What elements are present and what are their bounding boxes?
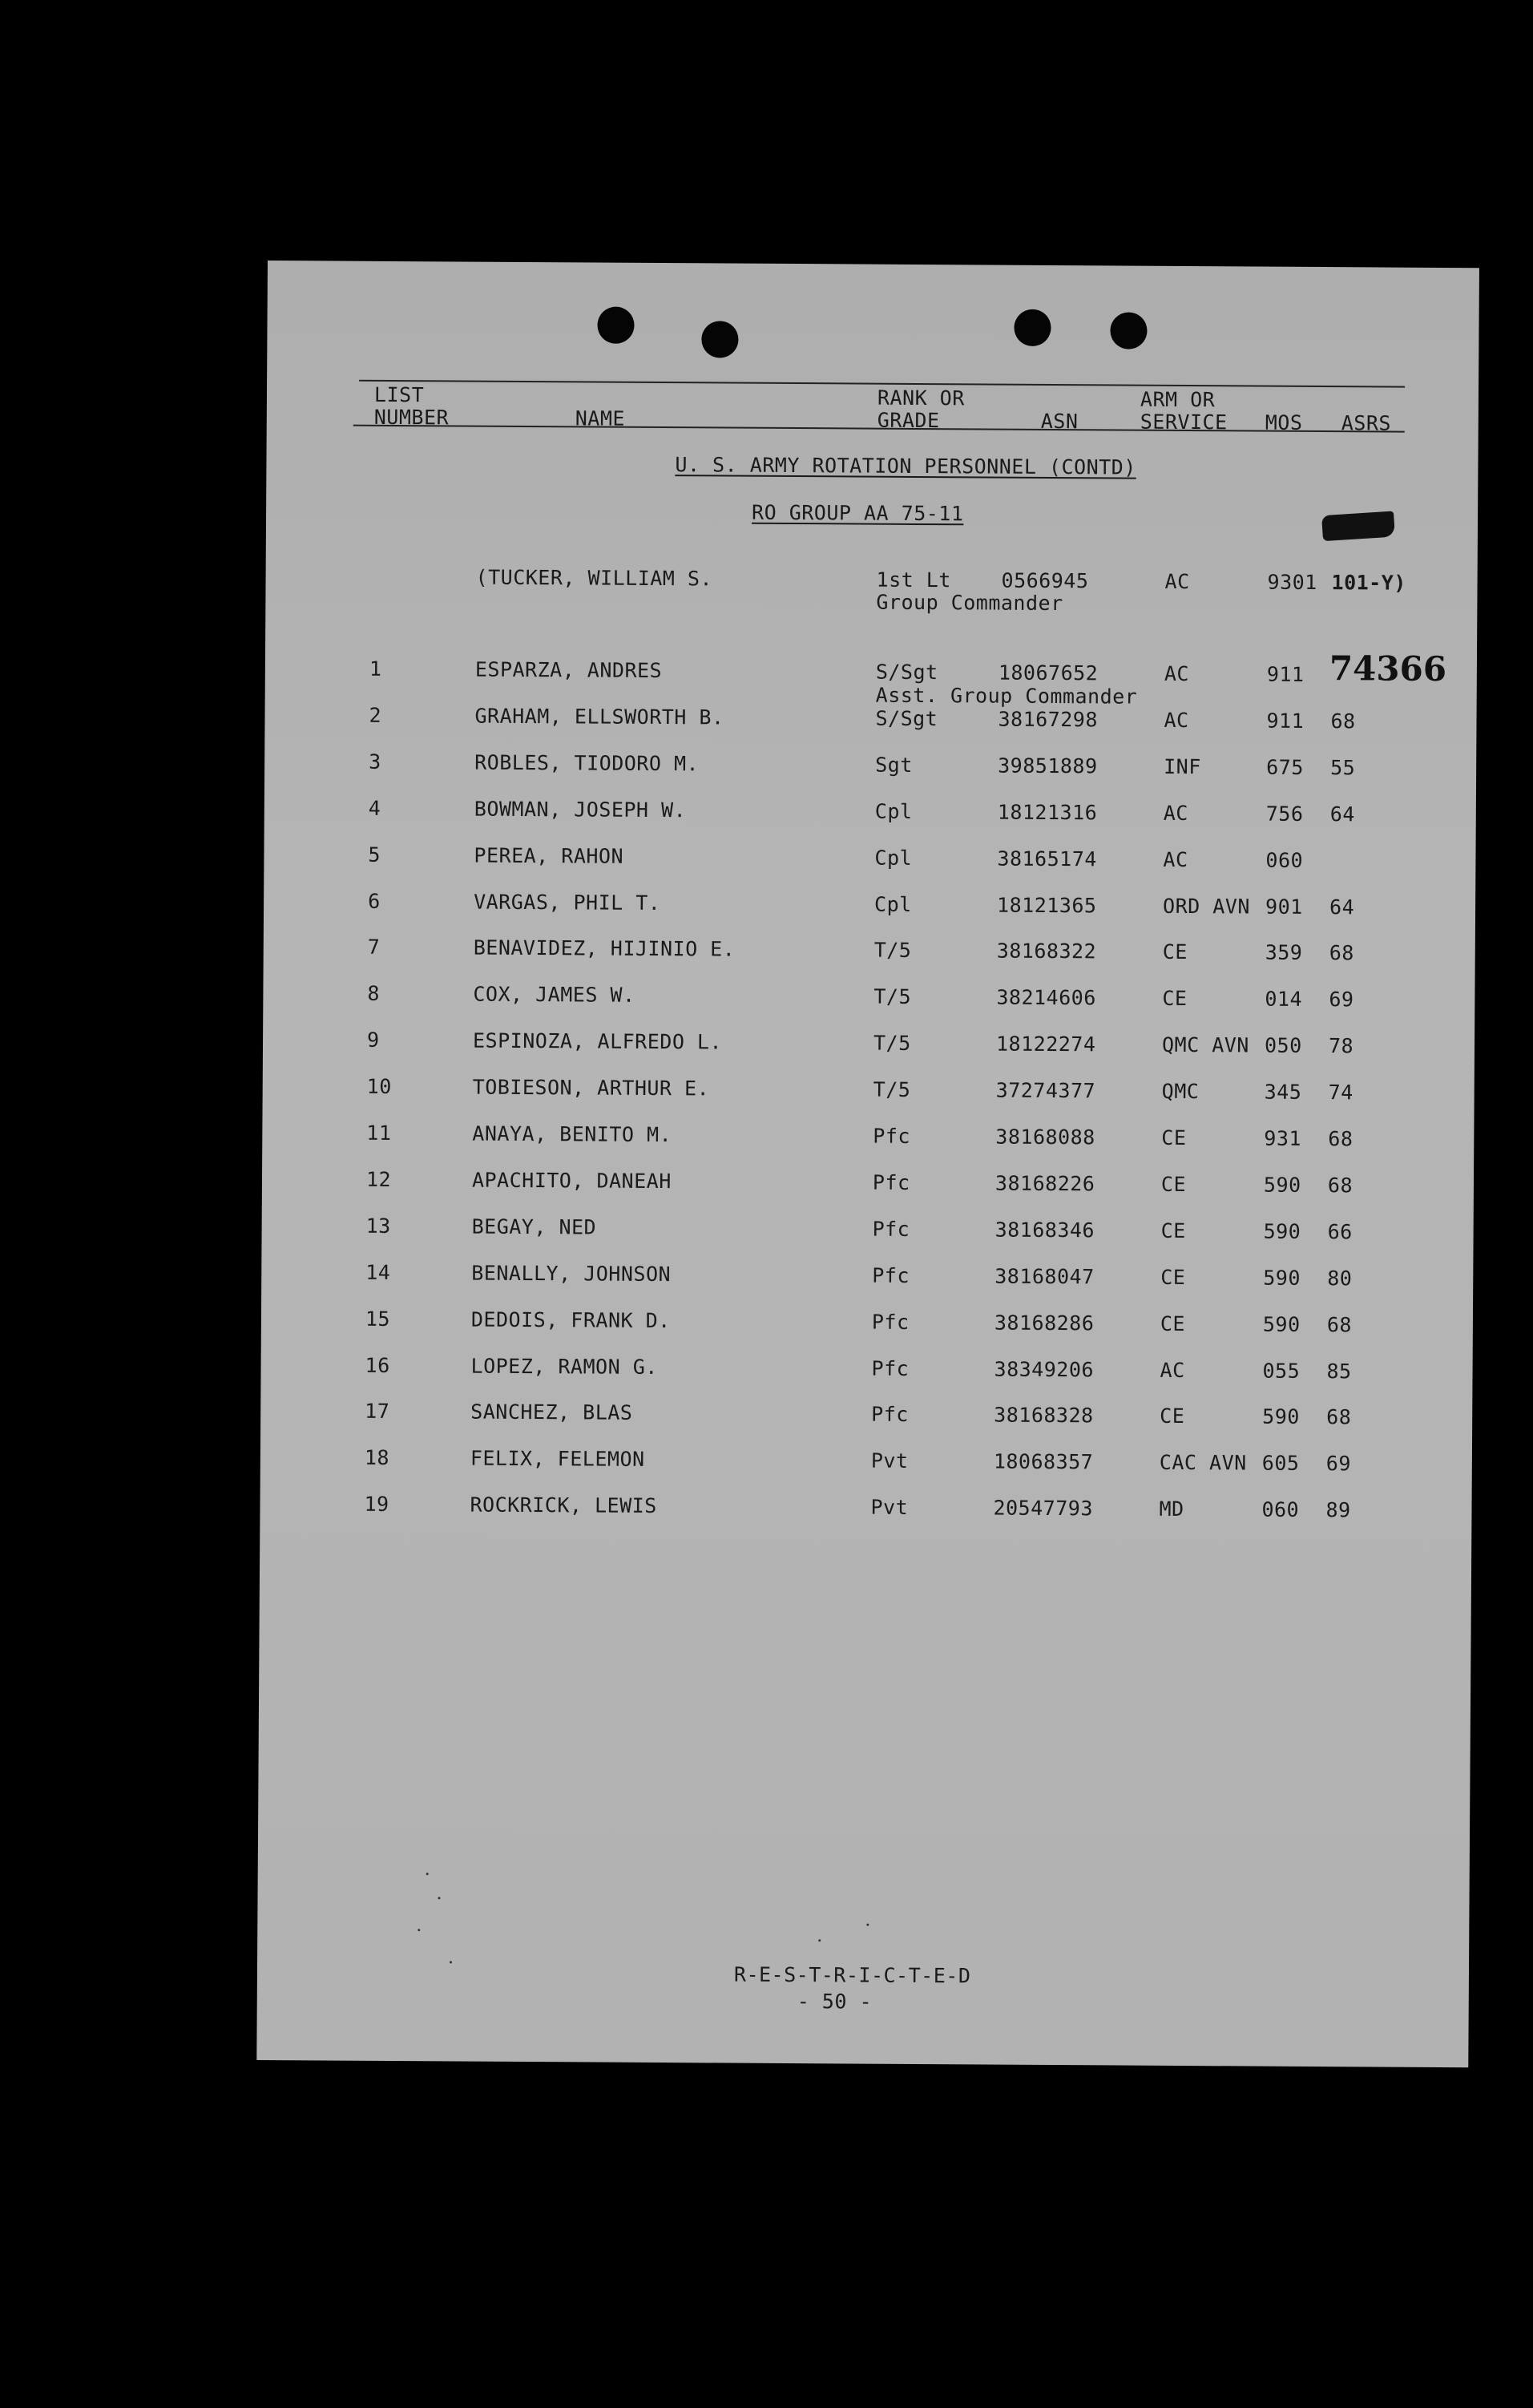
cell-rank: S/Sgt <box>875 660 938 685</box>
cell-mos: 911 <box>1266 662 1305 686</box>
cell-service: AC <box>1160 1358 1185 1383</box>
cell-asrs: 74 <box>1328 1081 1353 1105</box>
cell-num: 2 <box>369 703 382 727</box>
group-subtitle: RO GROUP AA 75-11 <box>752 500 964 526</box>
cell-mos: 911 <box>1266 709 1305 733</box>
cell-num: 15 <box>365 1307 391 1331</box>
cell-asn: 38168322 <box>996 939 1097 964</box>
cell-service: AC <box>1164 708 1189 733</box>
cell-asrs: 78 <box>1328 1034 1354 1058</box>
cell-rank: Pfc <box>871 1402 909 1426</box>
cell-mos: 060 <box>1265 848 1304 872</box>
cell-asrs: 68 <box>1328 1127 1353 1151</box>
cell-asn: 39851889 <box>998 754 1098 778</box>
cell-mos: 055 <box>1262 1359 1301 1383</box>
cell-num: 4 <box>368 796 381 820</box>
cell-asn: 18121316 <box>997 800 1098 825</box>
cell-service: AC <box>1164 661 1190 686</box>
cell-asn: 38168047 <box>994 1264 1095 1289</box>
cell-service: MD <box>1159 1497 1184 1521</box>
cell-num: 12 <box>365 1167 392 1191</box>
cell-mos: 050 <box>1264 1033 1302 1057</box>
cell-asn: 38214606 <box>996 985 1096 1010</box>
cell-rank: Sgt <box>875 753 913 777</box>
cell-service: CE <box>1160 1218 1186 1243</box>
header-arm-1: ARM OR <box>1140 387 1216 412</box>
cell-mos: 014 <box>1265 987 1303 1011</box>
cell-service: CE <box>1162 939 1188 964</box>
commander-name: (TUCKER, WILLIAM S. <box>475 565 713 591</box>
cell-service: CE <box>1160 1172 1187 1197</box>
cell-rank: Pfc <box>871 1310 910 1334</box>
cell-num: 14 <box>365 1260 391 1284</box>
cell-mos: 060 <box>1261 1497 1300 1521</box>
cell-asrs: 68 <box>1326 1313 1353 1337</box>
cell-asrs: 89 <box>1325 1498 1351 1522</box>
restricted-marking: R-E-S-T-R-I-C-T-E-D <box>733 1962 971 1988</box>
cell-service: CE <box>1160 1265 1186 1290</box>
paper-speck <box>866 1924 869 1926</box>
paper-speck <box>438 1897 441 1899</box>
cell-asrs: 55 <box>1330 756 1356 780</box>
header-list-number-1: LIST <box>373 382 425 407</box>
cell-service: AC <box>1163 847 1188 872</box>
cell-name: FELIX, FELEMON <box>470 1446 645 1471</box>
cell-mos: 590 <box>1262 1404 1300 1428</box>
cell-asn: 38168346 <box>994 1218 1095 1242</box>
cell-asrs: 85 <box>1326 1360 1352 1384</box>
cell-num: 17 <box>365 1399 390 1423</box>
cell-name: DEDOIS, FRANK D. <box>470 1307 671 1333</box>
cell-mos: 590 <box>1262 1312 1301 1336</box>
cell-num: 11 <box>366 1121 392 1145</box>
cell-asn: 20547793 <box>993 1496 1094 1521</box>
cell-rank: S/Sgt <box>875 706 938 731</box>
cell-service: AC <box>1163 801 1189 826</box>
punch-hole <box>597 307 634 344</box>
cell-service: INF <box>1164 754 1201 779</box>
cell-num: 7 <box>367 935 381 959</box>
header-rank-1: RANK OR <box>877 386 965 410</box>
cell-asrs: 68 <box>1326 1405 1352 1429</box>
cell-asn: 18068357 <box>993 1449 1094 1474</box>
header-asrs: ASRS <box>1341 411 1392 435</box>
cell-name: BENALLY, JOHNSON <box>471 1261 672 1287</box>
cell-mos: 605 <box>1261 1451 1300 1475</box>
cell-asrs: 69 <box>1325 1452 1352 1476</box>
commander-role: Group Commander <box>876 590 1063 616</box>
cell-mos: 590 <box>1263 1173 1301 1197</box>
header-name: NAME <box>575 406 626 430</box>
paper-speck <box>426 1873 429 1875</box>
cell-asrs: 64 <box>1329 895 1355 919</box>
cell-name: BEGAY, NED <box>471 1214 597 1239</box>
cell-rank: Pfc <box>871 1356 910 1380</box>
cell-service: CE <box>1162 986 1188 1011</box>
cell-asrs: 69 <box>1329 988 1354 1012</box>
cell-service: CAC AVN <box>1159 1450 1247 1475</box>
ink-blot <box>1321 511 1395 541</box>
cell-mos: 675 <box>1266 755 1304 779</box>
cell-name: GRAHAM, ELLSWORTH B. <box>474 704 724 729</box>
cell-asn: 18122274 <box>995 1032 1096 1057</box>
punch-hole <box>701 321 738 358</box>
cell-name: VARGAS, PHIL T. <box>474 890 661 915</box>
cell-asn: 38349206 <box>994 1357 1095 1382</box>
cell-service: ORD AVN <box>1163 894 1251 919</box>
cell-asrs: 80 <box>1327 1267 1353 1291</box>
cell-rank: Cpl <box>874 846 913 870</box>
cell-num: 5 <box>368 842 381 867</box>
cell-name: ANAYA, BENITO M. <box>472 1121 672 1147</box>
cell-name: BOWMAN, JOSEPH W. <box>474 797 687 822</box>
commander-asrs: 101-Y) <box>1331 571 1406 595</box>
cell-mos: 590 <box>1263 1266 1301 1290</box>
cell-asn: 18121365 <box>997 893 1097 918</box>
cell-asn: 38165174 <box>997 846 1097 871</box>
document-page <box>256 261 1479 2067</box>
column-headers <box>268 261 1479 435</box>
cell-mos: 931 <box>1264 1126 1302 1150</box>
cell-rank: T/5 <box>873 1077 911 1101</box>
cell-asrs: 64 <box>1329 802 1356 826</box>
header-mos: MOS <box>1265 410 1303 434</box>
cell-mos: 901 <box>1265 895 1303 919</box>
cell-num: 10 <box>366 1074 392 1098</box>
cell-service: QMC AVN <box>1161 1032 1249 1057</box>
cell-num: 19 <box>364 1492 389 1516</box>
cell-asn: 18067652 <box>998 661 1099 685</box>
cell-service: CE <box>1160 1311 1186 1336</box>
asst-commander-note: Asst. Group Commander <box>875 683 1138 709</box>
cell-rank: Cpl <box>874 799 913 823</box>
cell-rank: Pvt <box>870 1495 909 1519</box>
cell-rank: T/5 <box>873 938 912 962</box>
cell-num: 13 <box>365 1214 391 1238</box>
cell-name: ROCKRICK, LEWIS <box>470 1493 657 1517</box>
cell-name: ROBLES, TIODORO M. <box>474 750 700 776</box>
cell-asrs: 68 <box>1329 941 1354 965</box>
cell-asn: 37274377 <box>995 1078 1096 1103</box>
cell-asn: 38168088 <box>995 1125 1095 1149</box>
cell-rank: Pvt <box>870 1448 909 1473</box>
cell-num: 18 <box>364 1445 390 1469</box>
handwritten-number: 74366 <box>1329 648 1447 689</box>
header-rank-2: GRADE <box>877 408 940 433</box>
cell-service: CE <box>1161 1125 1187 1150</box>
cell-num: 16 <box>365 1353 390 1377</box>
cell-asrs: 68 <box>1330 709 1356 733</box>
cell-rank: Pfc <box>872 1263 910 1287</box>
cell-name: COX, JAMES W. <box>473 982 635 1007</box>
cell-mos: 756 <box>1265 802 1304 826</box>
cell-rank: T/5 <box>873 1031 911 1055</box>
cell-name: PEREA, RAHON <box>474 843 624 868</box>
cell-num: 6 <box>368 889 381 913</box>
cell-asn: 38168286 <box>994 1311 1095 1335</box>
page-number: - 50 - <box>797 1990 873 2014</box>
cell-name: LOPEZ, RAMON G. <box>470 1354 658 1379</box>
punch-hole <box>1014 309 1051 346</box>
cell-service: CE <box>1160 1404 1185 1428</box>
cell-asrs: 66 <box>1327 1220 1353 1244</box>
cell-num: 1 <box>369 657 382 681</box>
cell-name: ESPARZA, ANDRES <box>474 657 663 683</box>
paper-speck <box>418 1929 420 1931</box>
cell-mos: 590 <box>1263 1219 1301 1243</box>
header-arm-2: SERVICE <box>1140 410 1228 434</box>
cell-rank: Cpl <box>874 892 912 916</box>
cell-asn: 38168328 <box>994 1403 1094 1428</box>
commander-mos: 9301 <box>1267 570 1317 595</box>
cell-rank: Pfc <box>873 1124 911 1148</box>
cell-num: 3 <box>369 749 381 774</box>
cell-mos: 359 <box>1265 940 1303 964</box>
cell-name: BENAVIDEZ, HIJINIO E. <box>473 935 736 961</box>
cell-asn: 38168226 <box>994 1171 1095 1196</box>
paper-speck <box>450 1961 452 1963</box>
cell-rank: T/5 <box>873 984 912 1008</box>
commander-asn: 0566945 <box>1001 568 1089 593</box>
commander-service: AC <box>1164 569 1190 594</box>
cell-num: 8 <box>367 981 381 1005</box>
cell-name: TOBIESON, ARTHUR E. <box>472 1075 710 1101</box>
cell-name: SANCHEZ, BLAS <box>470 1400 633 1424</box>
header-asn: ASN <box>1040 409 1079 434</box>
commander-rank: 1st Lt <box>876 568 951 592</box>
cell-rank: Pfc <box>872 1170 910 1194</box>
cell-asrs: 68 <box>1327 1174 1353 1198</box>
cell-rank: Pfc <box>872 1217 910 1241</box>
cell-name: ESPINOZA, ALFREDO L. <box>472 1028 723 1054</box>
cell-name: APACHITO, DANEAH <box>471 1168 672 1194</box>
cell-mos: 345 <box>1264 1080 1302 1104</box>
cell-service: QMC <box>1161 1079 1200 1104</box>
page-title: U. S. ARMY ROTATION PERSONNEL (CONTD) <box>675 453 1136 479</box>
paper-speck <box>818 1939 821 1941</box>
cell-asn: 38167298 <box>998 707 1099 732</box>
header-list-number-2: NUMBER <box>373 405 450 430</box>
punch-hole <box>1110 312 1147 349</box>
cell-num: 9 <box>366 1028 380 1052</box>
